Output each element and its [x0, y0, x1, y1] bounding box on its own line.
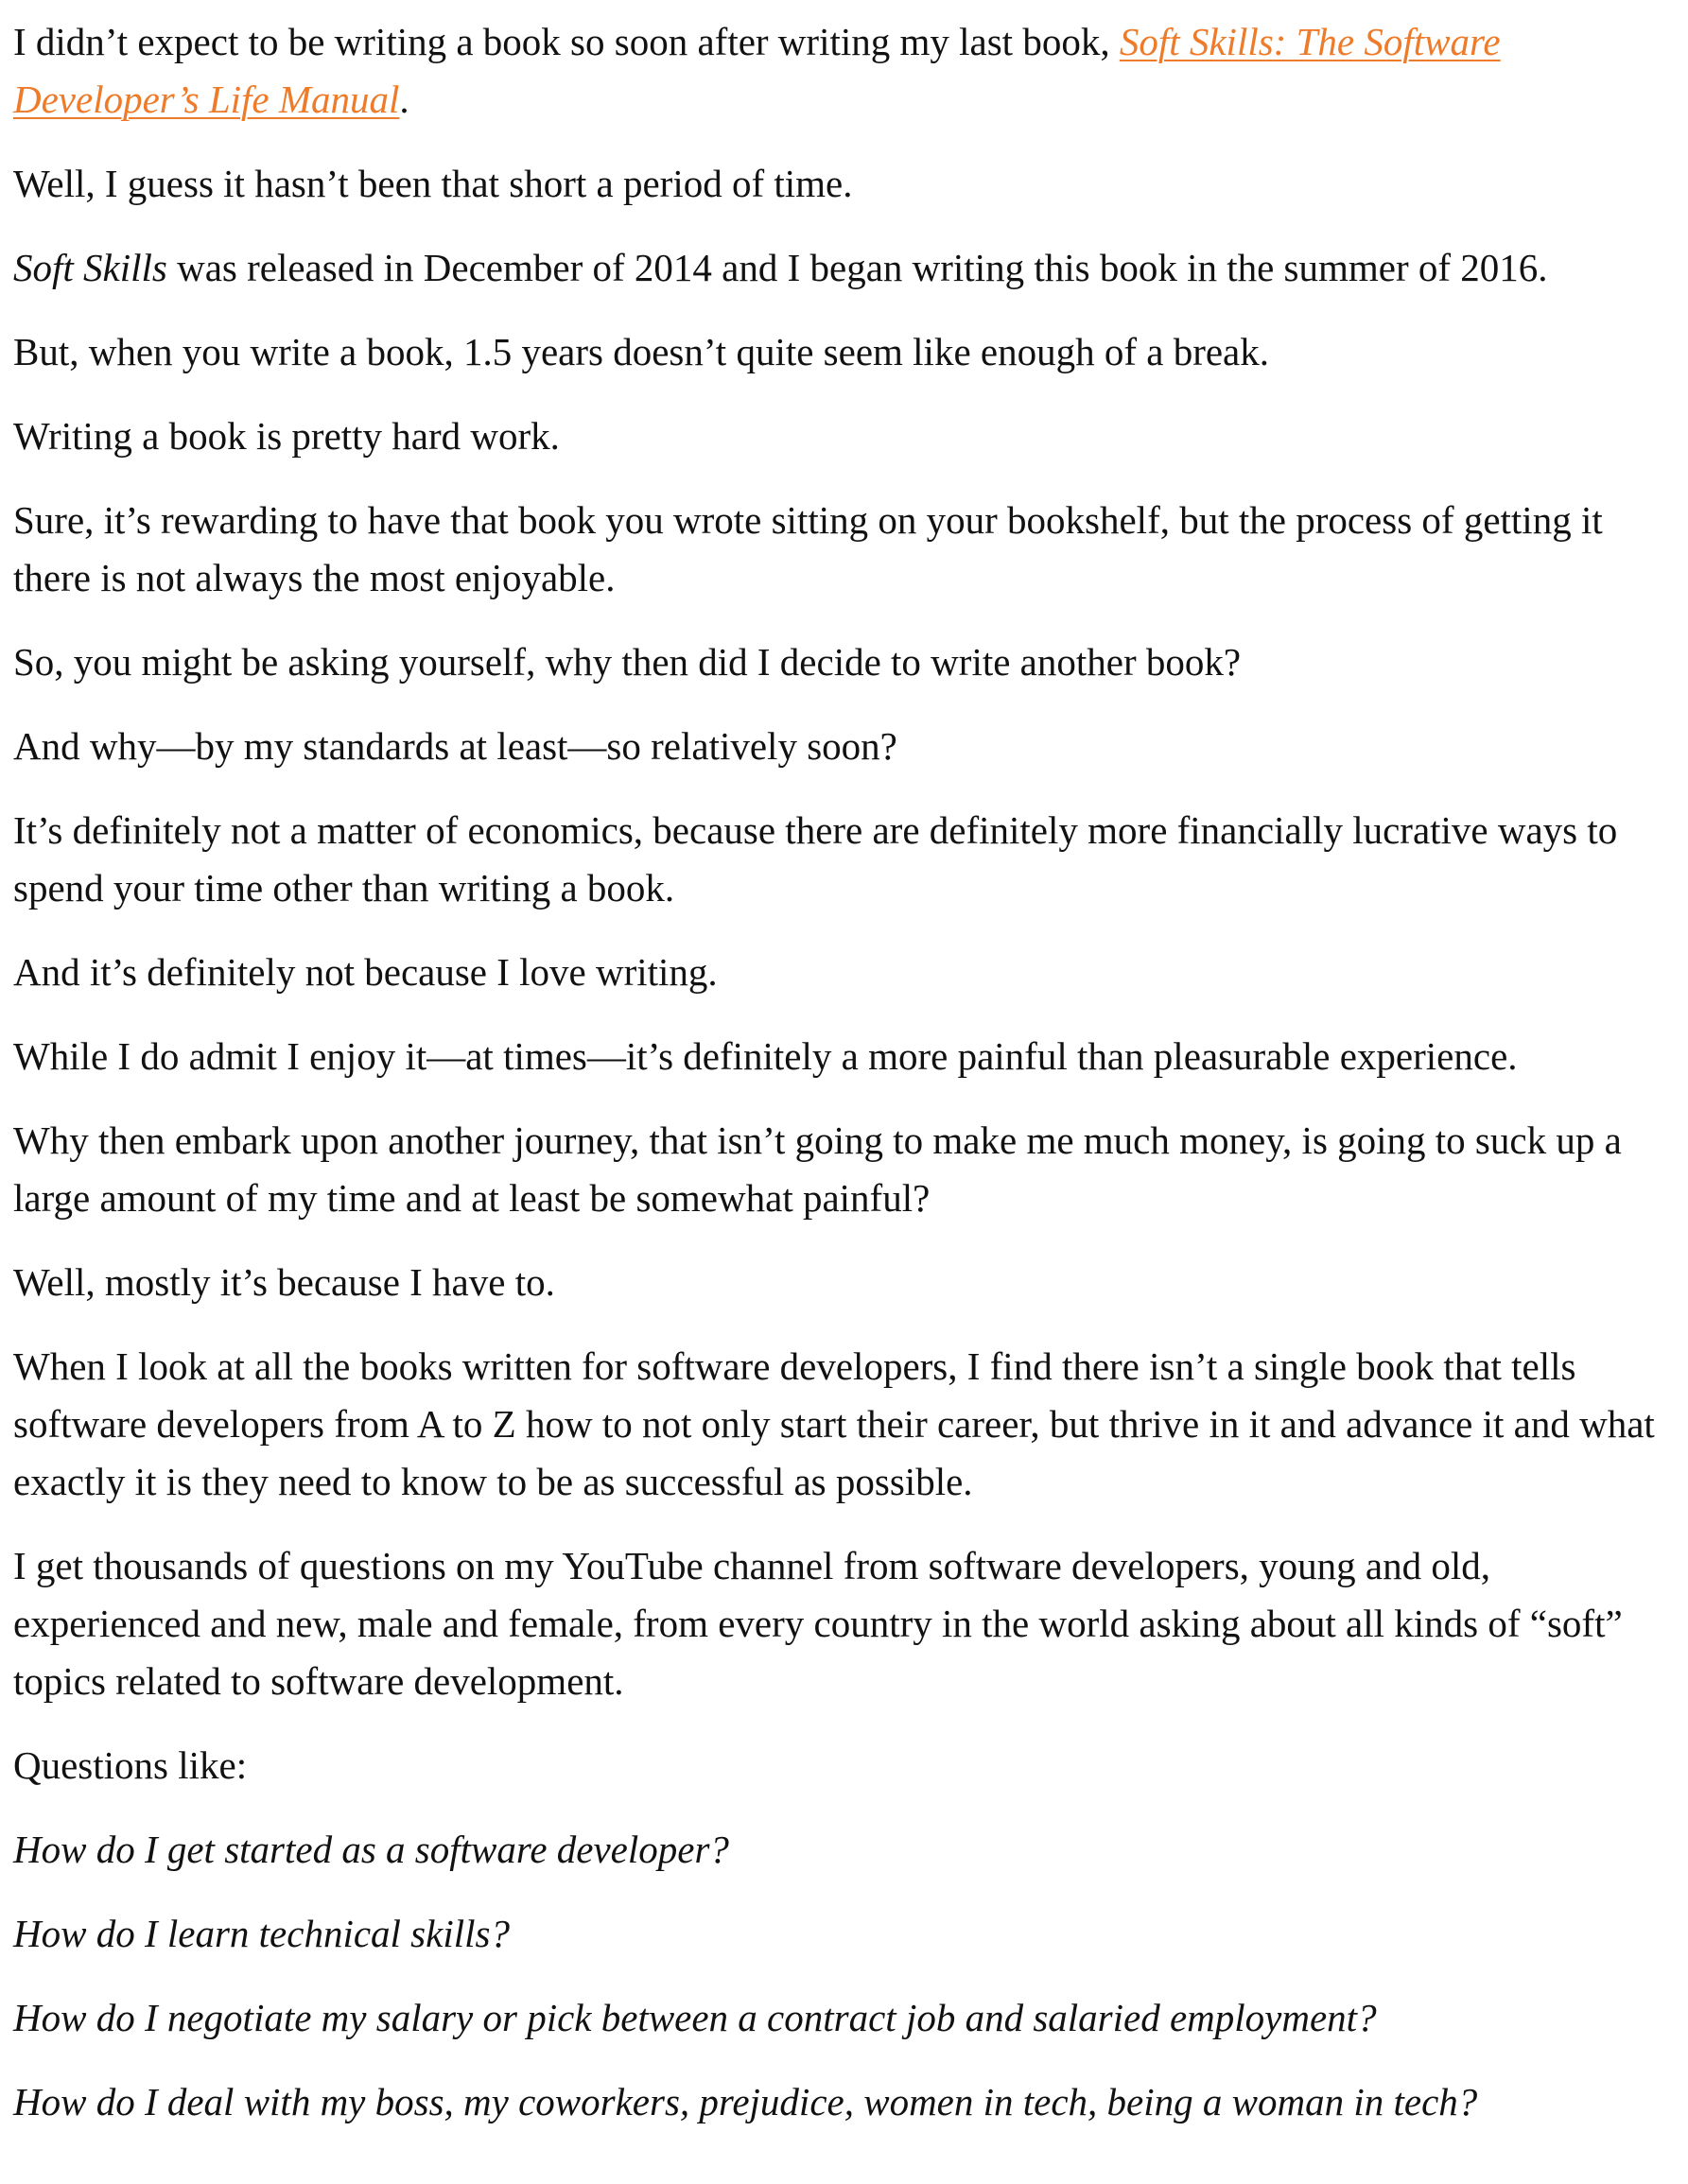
intro-text: I didn’t expect to be writing a book so soon after writing my last book, — [13, 20, 1120, 63]
paragraph: I get thousands of questions on my YouTube channel from software developers, young and old, experienced and new, male and female, from every country in the world asking about all kinds of “soft” topics related to software development. — [13, 1544, 1623, 1703]
question-italic — [13, 2073, 1678, 2131]
document-body — [13, 13, 1678, 2158]
paragraph: Well, I guess it hasn’t been that short a period of time. — [13, 162, 853, 205]
paragraph: And it’s definitely not because I love writing. — [13, 950, 718, 994]
paragraph: Well, mostly it’s because I have to. — [13, 1260, 555, 1304]
paragraph-questions-intro: Questions like: — [13, 1743, 248, 1787]
paragraph: So, you might be asking yourself, why then did I decide to write another book? — [13, 640, 1242, 684]
paragraph: But, when you write a book, 1.5 years doesn’t quite seem like enough of a break. — [13, 330, 1269, 373]
paragraph: Writing a book is pretty hard work. — [13, 414, 560, 458]
question-italic — [13, 1989, 1678, 2047]
question-text: How do I deal with my boss, my coworkers, prejudice, women in tech, being a woman in tech? — [13, 2080, 1478, 2123]
paragraph: While I do admit I enjoy it—at times—it’s definitely a more painful than pleasurable experience. — [13, 1034, 1518, 1078]
paragraph: Sure, it’s rewarding to have that book you wrote sitting on your bookshelf, but the process of getting it there is not always the most enjoyable. — [13, 498, 1603, 599]
paragraph: It’s definitely not a matter of economics, because there are definitely more financially lucrative ways to spend your time other than writing a book. — [13, 808, 1618, 910]
question-italic — [13, 1905, 1678, 1963]
paragraph: When I look at all the books written for software developers, I find there isn’t a single book that tells software developers from A to Z how to not only start their career, but thrive in it and advance it and what exactly it is they need to know to be as successful as possible. — [13, 1344, 1655, 1503]
intro-period: . — [399, 78, 409, 121]
paragraph-intro — [13, 13, 1678, 129]
book-title-italic: Soft Skills — [13, 246, 167, 289]
question-text: How do I negotiate my salary or pick between a contract job and salaried employment? — [13, 1996, 1377, 2039]
soft-skills-book-link[interactable]: Soft Skills: The Software Developer’s Life Manual — [13, 20, 1501, 121]
question-text: How do I get started as a software developer? — [13, 1828, 729, 1871]
question-text: How do I learn technical skills? — [13, 1912, 510, 1955]
question-italic — [13, 1821, 1678, 1879]
paragraph: And why—by my standards at least—so relatively soon? — [13, 724, 897, 768]
release-text: was released in December of 2014 and I began writing this book in the summer of 2016. — [166, 246, 1548, 289]
paragraph: Why then embark upon another journey, that isn’t going to make me much money, is going to suck up a large amount of my time and at least be somewhat painful? — [13, 1118, 1622, 1220]
paragraph-release — [13, 239, 1678, 297]
